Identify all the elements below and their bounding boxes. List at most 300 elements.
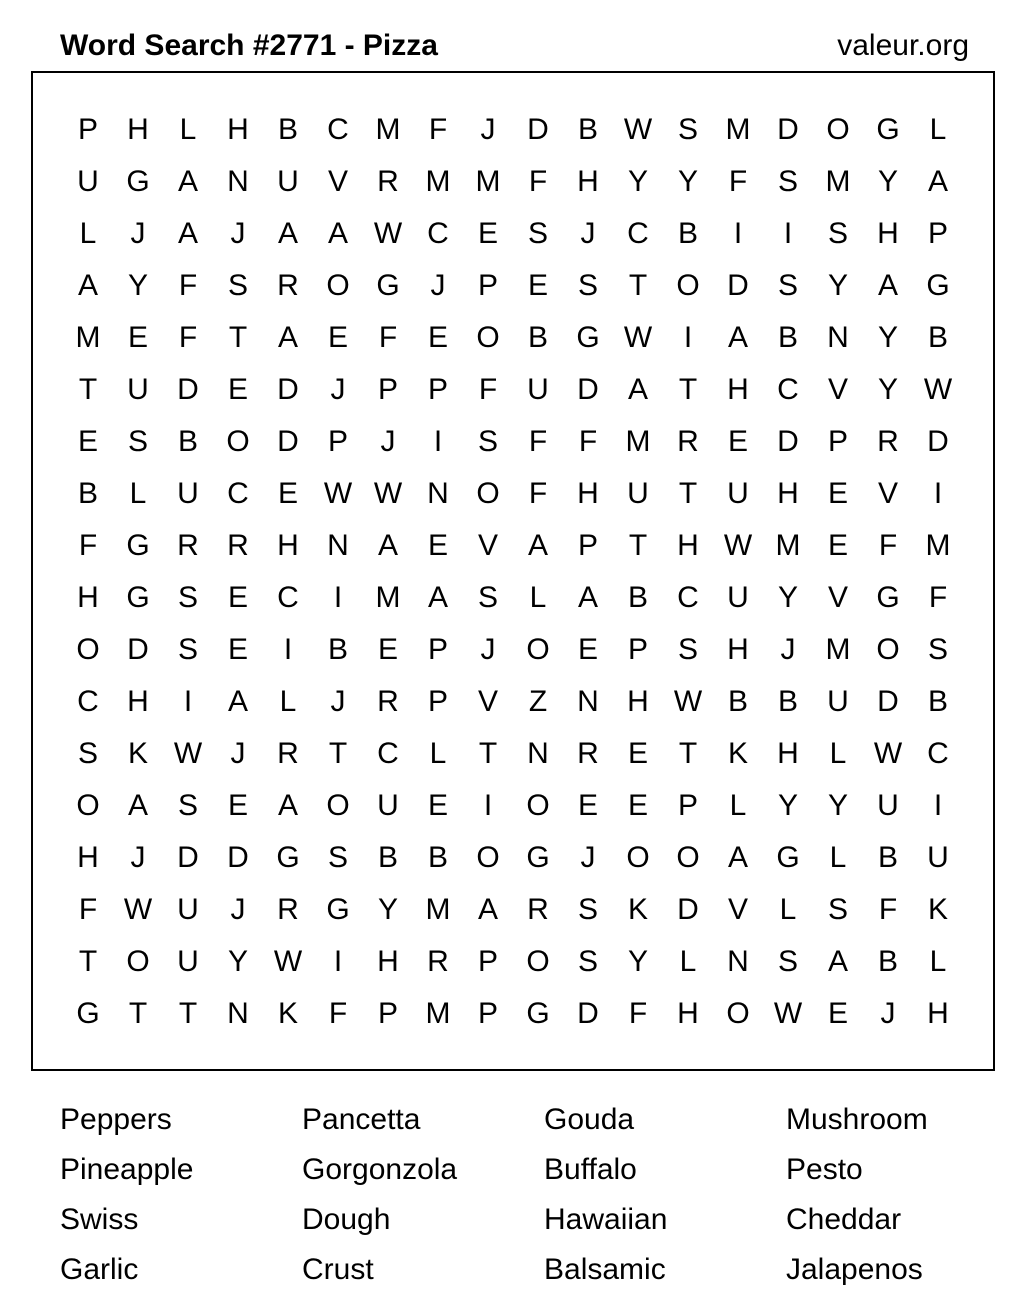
grid-letter[interactable]: P	[77, 113, 98, 146]
grid-letter[interactable]: P	[477, 269, 498, 302]
grid-letter[interactable]: Y	[877, 373, 898, 406]
grid-letter[interactable]: B	[277, 113, 298, 146]
grid-letter[interactable]: R	[677, 425, 699, 458]
grid-letter[interactable]: O	[526, 945, 550, 978]
grid-letter[interactable]: E	[227, 373, 248, 406]
grid-letter[interactable]: E	[327, 321, 348, 354]
grid-letter[interactable]: T	[478, 737, 498, 770]
grid-letter[interactable]: V	[827, 581, 848, 614]
grid-letter[interactable]: O	[126, 945, 150, 978]
grid-letter[interactable]: F	[378, 321, 398, 354]
grid-letter[interactable]: O	[676, 841, 700, 874]
grid-letter[interactable]: H	[127, 685, 149, 718]
grid-letter[interactable]: R	[377, 685, 399, 718]
grid-letter[interactable]: I	[933, 789, 943, 822]
grid-letter[interactable]: S	[577, 269, 598, 302]
grid-letter[interactable]: Y	[677, 165, 698, 198]
grid-letter[interactable]: S	[677, 113, 698, 146]
grid-letter[interactable]: P	[827, 425, 848, 458]
grid-letter[interactable]: M	[825, 633, 851, 666]
grid-letter[interactable]: D	[577, 997, 599, 1030]
grid-letter[interactable]: E	[827, 477, 848, 510]
grid-letter[interactable]: O	[76, 789, 100, 822]
grid-letter[interactable]: M	[425, 165, 451, 198]
grid-letter[interactable]: F	[78, 529, 98, 562]
grid-letter[interactable]: B	[427, 841, 448, 874]
grid-letter[interactable]: U	[277, 165, 299, 198]
grid-letter[interactable]: E	[427, 321, 448, 354]
grid-letter[interactable]: B	[327, 633, 348, 666]
grid-letter[interactable]: O	[526, 633, 550, 666]
grid-letter[interactable]: U	[177, 477, 199, 510]
grid-letter[interactable]: M	[425, 893, 451, 926]
grid-letter[interactable]: G	[76, 997, 100, 1030]
grid-letter[interactable]: G	[376, 269, 400, 302]
grid-letter[interactable]: O	[476, 841, 500, 874]
grid-letter[interactable]: J	[130, 841, 146, 874]
grid-letter[interactable]: V	[327, 165, 348, 198]
grid-letter[interactable]: D	[877, 685, 899, 718]
grid-letter[interactable]: H	[127, 113, 149, 146]
grid-letter[interactable]: I	[333, 581, 343, 614]
grid-letter[interactable]: I	[783, 217, 793, 250]
grid-letter[interactable]: G	[876, 581, 900, 614]
grid-letter[interactable]: M	[625, 425, 651, 458]
grid-letter[interactable]: T	[78, 373, 98, 406]
grid-letter[interactable]: T	[678, 477, 698, 510]
grid-letter[interactable]: B	[927, 321, 948, 354]
grid-letter[interactable]: K	[627, 893, 648, 926]
grid-letter[interactable]: U	[77, 165, 99, 198]
grid-letter[interactable]: B	[527, 321, 548, 354]
grid-letter[interactable]: Z	[528, 685, 548, 718]
grid-letter[interactable]: D	[927, 425, 949, 458]
grid-letter[interactable]: M	[75, 321, 101, 354]
grid-letter[interactable]: W	[923, 373, 953, 406]
grid-letter[interactable]: D	[777, 113, 799, 146]
grid-letter[interactable]: C	[927, 737, 949, 770]
grid-letter[interactable]: S	[127, 425, 148, 458]
grid-letter[interactable]: I	[333, 945, 343, 978]
grid-letter[interactable]: U	[877, 789, 899, 822]
grid-letter[interactable]: F	[478, 373, 498, 406]
grid-letter[interactable]: S	[177, 789, 198, 822]
grid-letter[interactable]: A	[627, 373, 648, 406]
grid-letter[interactable]: E	[77, 425, 98, 458]
grid-letter[interactable]: H	[377, 945, 399, 978]
grid-letter[interactable]: S	[777, 269, 798, 302]
grid-letter[interactable]: J	[480, 113, 496, 146]
grid-letter[interactable]: P	[627, 633, 648, 666]
grid-letter[interactable]: E	[827, 997, 848, 1030]
grid-letter[interactable]: A	[827, 945, 848, 978]
grid-letter[interactable]: A	[427, 581, 448, 614]
grid-letter[interactable]: R	[427, 945, 449, 978]
grid-letter[interactable]: V	[477, 685, 498, 718]
grid-letter[interactable]: R	[277, 269, 299, 302]
grid-letter[interactable]: L	[829, 737, 847, 770]
grid-letter[interactable]: S	[927, 633, 948, 666]
grid-letter[interactable]: M	[475, 165, 501, 198]
grid-letter[interactable]: J	[580, 841, 596, 874]
grid-letter[interactable]: M	[825, 165, 851, 198]
grid-letter[interactable]: G	[526, 841, 550, 874]
grid-letter[interactable]: K	[927, 893, 948, 926]
grid-letter[interactable]: A	[577, 581, 598, 614]
grid-letter[interactable]: G	[276, 841, 300, 874]
grid-letter[interactable]: H	[77, 581, 99, 614]
grid-letter[interactable]: D	[677, 893, 699, 926]
grid-letter[interactable]: C	[777, 373, 799, 406]
grid-letter[interactable]: A	[377, 529, 398, 562]
grid-letter[interactable]: W	[723, 529, 753, 562]
grid-letter[interactable]: F	[178, 321, 198, 354]
grid-letter[interactable]: P	[377, 997, 398, 1030]
grid-letter[interactable]: R	[277, 893, 299, 926]
grid-letter[interactable]: T	[678, 373, 698, 406]
grid-letter[interactable]: D	[777, 425, 799, 458]
grid-letter[interactable]: Y	[777, 789, 798, 822]
grid-letter[interactable]: A	[177, 165, 198, 198]
grid-letter[interactable]: B	[627, 581, 648, 614]
grid-letter[interactable]: C	[427, 217, 449, 250]
grid-letter[interactable]: E	[227, 581, 248, 614]
grid-letter[interactable]: I	[183, 685, 193, 718]
grid-letter[interactable]: M	[425, 997, 451, 1030]
grid-letter[interactable]: U	[177, 893, 199, 926]
grid-letter[interactable]: L	[129, 477, 147, 510]
grid-letter[interactable]: M	[375, 113, 401, 146]
grid-letter[interactable]: M	[725, 113, 751, 146]
grid-letter[interactable]: A	[727, 841, 748, 874]
grid-letter[interactable]: Y	[827, 269, 848, 302]
grid-letter[interactable]: J	[130, 217, 146, 250]
grid-letter[interactable]: E	[627, 789, 648, 822]
grid-letter[interactable]: V	[727, 893, 748, 926]
grid-letter[interactable]: G	[126, 529, 150, 562]
grid-letter[interactable]: F	[328, 997, 348, 1030]
grid-letter[interactable]: E	[227, 633, 248, 666]
grid-letter[interactable]: R	[377, 165, 399, 198]
grid-letter[interactable]: H	[877, 217, 899, 250]
grid-letter[interactable]: F	[878, 529, 898, 562]
grid-letter[interactable]: F	[178, 269, 198, 302]
grid-letter[interactable]: M	[775, 529, 801, 562]
grid-letter[interactable]: T	[678, 737, 698, 770]
grid-letter[interactable]: N	[227, 997, 249, 1030]
grid-letter[interactable]: H	[927, 997, 949, 1030]
grid-letter[interactable]: D	[177, 841, 199, 874]
grid-letter[interactable]: R	[577, 737, 599, 770]
grid-letter[interactable]: D	[177, 373, 199, 406]
grid-letter[interactable]: O	[476, 477, 500, 510]
grid-letter[interactable]: Y	[777, 581, 798, 614]
grid-letter[interactable]: G	[576, 321, 600, 354]
grid-letter[interactable]: E	[277, 477, 298, 510]
grid-letter[interactable]: J	[580, 217, 596, 250]
grid-letter[interactable]: H	[77, 841, 99, 874]
grid-letter[interactable]: H	[727, 633, 749, 666]
grid-letter[interactable]: O	[826, 113, 850, 146]
grid-letter[interactable]: L	[729, 789, 747, 822]
grid-letter[interactable]: H	[277, 529, 299, 562]
grid-letter[interactable]: F	[428, 113, 448, 146]
grid-letter[interactable]: J	[880, 997, 896, 1030]
grid-letter[interactable]: A	[877, 269, 898, 302]
grid-letter[interactable]: J	[330, 685, 346, 718]
grid-letter[interactable]: E	[227, 789, 248, 822]
grid-letter[interactable]: H	[777, 477, 799, 510]
grid-letter[interactable]: P	[427, 685, 448, 718]
grid-letter[interactable]: A	[127, 789, 148, 822]
grid-letter[interactable]: B	[727, 685, 748, 718]
grid-letter[interactable]: A	[327, 217, 348, 250]
grid-letter[interactable]: E	[127, 321, 148, 354]
grid-letter[interactable]: N	[527, 737, 549, 770]
grid-letter[interactable]: A	[227, 685, 248, 718]
grid-letter[interactable]: F	[528, 165, 548, 198]
grid-letter[interactable]: N	[227, 165, 249, 198]
grid-letter[interactable]: Y	[377, 893, 398, 926]
grid-letter[interactable]: E	[427, 789, 448, 822]
grid-letter[interactable]: A	[527, 529, 548, 562]
grid-letter[interactable]: N	[727, 945, 749, 978]
grid-letter[interactable]: T	[628, 269, 648, 302]
grid-letter[interactable]: W	[623, 113, 653, 146]
grid-letter[interactable]: A	[927, 165, 948, 198]
grid-letter[interactable]: W	[773, 997, 803, 1030]
grid-letter[interactable]: U	[927, 841, 949, 874]
grid-letter[interactable]: T	[628, 529, 648, 562]
grid-letter[interactable]: B	[77, 477, 98, 510]
grid-letter[interactable]: B	[927, 685, 948, 718]
grid-letter[interactable]: M	[375, 581, 401, 614]
grid-letter[interactable]: V	[877, 477, 898, 510]
grid-letter[interactable]: P	[677, 789, 698, 822]
grid-letter[interactable]: J	[780, 633, 796, 666]
grid-letter[interactable]: L	[929, 113, 947, 146]
grid-letter[interactable]: E	[477, 217, 498, 250]
grid-letter[interactable]: R	[177, 529, 199, 562]
grid-letter[interactable]: Y	[877, 321, 898, 354]
grid-letter[interactable]: V	[827, 373, 848, 406]
grid-letter[interactable]: B	[377, 841, 398, 874]
grid-letter[interactable]: B	[777, 685, 798, 718]
grid-letter[interactable]: L	[279, 685, 297, 718]
grid-letter[interactable]: C	[327, 113, 349, 146]
grid-letter[interactable]: P	[577, 529, 598, 562]
grid-letter[interactable]: I	[683, 321, 693, 354]
grid-letter[interactable]: J	[230, 217, 246, 250]
grid-letter[interactable]: N	[327, 529, 349, 562]
grid-letter[interactable]: H	[227, 113, 249, 146]
grid-letter[interactable]: S	[777, 165, 798, 198]
grid-letter[interactable]: A	[277, 321, 298, 354]
grid-letter[interactable]: A	[477, 893, 498, 926]
grid-letter[interactable]: A	[177, 217, 198, 250]
grid-letter[interactable]: G	[776, 841, 800, 874]
grid-letter[interactable]: G	[126, 581, 150, 614]
grid-letter[interactable]: N	[577, 685, 599, 718]
grid-letter[interactable]: W	[673, 685, 703, 718]
grid-letter[interactable]: U	[177, 945, 199, 978]
grid-letter[interactable]: S	[77, 737, 98, 770]
grid-letter[interactable]: P	[427, 373, 448, 406]
grid-letter[interactable]: I	[733, 217, 743, 250]
grid-letter[interactable]: B	[777, 321, 798, 354]
grid-letter[interactable]: U	[527, 373, 549, 406]
grid-letter[interactable]: E	[527, 269, 548, 302]
grid-letter[interactable]: F	[78, 893, 98, 926]
grid-letter[interactable]: T	[128, 997, 148, 1030]
grid-letter[interactable]: D	[277, 373, 299, 406]
grid-letter[interactable]: P	[377, 373, 398, 406]
grid-letter[interactable]: S	[827, 217, 848, 250]
grid-letter[interactable]: A	[727, 321, 748, 354]
grid-letter[interactable]: S	[577, 893, 598, 926]
grid-letter[interactable]: A	[77, 269, 98, 302]
grid-letter[interactable]: O	[876, 633, 900, 666]
grid-letter[interactable]: U	[727, 581, 749, 614]
grid-letter[interactable]: K	[727, 737, 748, 770]
grid-letter[interactable]: D	[277, 425, 299, 458]
grid-letter[interactable]: E	[727, 425, 748, 458]
grid-letter[interactable]: O	[676, 269, 700, 302]
grid-letter[interactable]: E	[377, 633, 398, 666]
grid-letter[interactable]: F	[528, 477, 548, 510]
grid-letter[interactable]: F	[728, 165, 748, 198]
grid-letter[interactable]: H	[577, 477, 599, 510]
grid-letter[interactable]: D	[727, 269, 749, 302]
grid-letter[interactable]: L	[929, 945, 947, 978]
grid-letter[interactable]: W	[373, 217, 403, 250]
grid-letter[interactable]: I	[933, 477, 943, 510]
grid-letter[interactable]: O	[526, 789, 550, 822]
grid-letter[interactable]: A	[277, 217, 298, 250]
grid-letter[interactable]: B	[877, 945, 898, 978]
grid-letter[interactable]: O	[76, 633, 100, 666]
grid-letter[interactable]: W	[373, 477, 403, 510]
grid-letter[interactable]: N	[427, 477, 449, 510]
grid-letter[interactable]: U	[727, 477, 749, 510]
grid-letter[interactable]: W	[273, 945, 303, 978]
grid-letter[interactable]: B	[177, 425, 198, 458]
grid-letter[interactable]: O	[476, 321, 500, 354]
grid-letter[interactable]: Y	[827, 789, 848, 822]
grid-letter[interactable]: Y	[227, 945, 248, 978]
grid-letter[interactable]: L	[179, 113, 197, 146]
grid-letter[interactable]: T	[78, 945, 98, 978]
grid-letter[interactable]: V	[477, 529, 498, 562]
grid-letter[interactable]: W	[323, 477, 353, 510]
grid-letter[interactable]: S	[227, 269, 248, 302]
grid-letter[interactable]: S	[777, 945, 798, 978]
grid-letter[interactable]: W	[173, 737, 203, 770]
grid-letter[interactable]: A	[277, 789, 298, 822]
grid-letter[interactable]: Y	[627, 165, 648, 198]
grid-letter[interactable]: F	[928, 581, 948, 614]
grid-letter[interactable]: P	[477, 997, 498, 1030]
grid-letter[interactable]: L	[679, 945, 697, 978]
grid-letter[interactable]: Y	[877, 165, 898, 198]
grid-letter[interactable]: P	[927, 217, 948, 250]
grid-letter[interactable]: B	[577, 113, 598, 146]
grid-letter[interactable]: S	[677, 633, 698, 666]
grid-letter[interactable]: C	[277, 581, 299, 614]
grid-letter[interactable]: S	[177, 633, 198, 666]
grid-letter[interactable]: W	[123, 893, 153, 926]
grid-letter[interactable]: D	[227, 841, 249, 874]
grid-letter[interactable]: B	[677, 217, 698, 250]
grid-letter[interactable]: U	[377, 789, 399, 822]
grid-letter[interactable]: H	[727, 373, 749, 406]
grid-letter[interactable]: O	[626, 841, 650, 874]
grid-letter[interactable]: S	[527, 217, 548, 250]
grid-letter[interactable]: J	[480, 633, 496, 666]
grid-letter[interactable]: L	[829, 841, 847, 874]
grid-letter[interactable]: S	[327, 841, 348, 874]
grid-letter[interactable]: S	[477, 581, 498, 614]
grid-letter[interactable]: D	[527, 113, 549, 146]
grid-letter[interactable]: R	[877, 425, 899, 458]
grid-letter[interactable]: H	[577, 165, 599, 198]
grid-letter[interactable]: O	[326, 269, 350, 302]
grid-letter[interactable]: T	[178, 997, 198, 1030]
grid-letter[interactable]: J	[430, 269, 446, 302]
grid-letter[interactable]: P	[427, 633, 448, 666]
grid-letter[interactable]: C	[377, 737, 399, 770]
grid-letter[interactable]: C	[627, 217, 649, 250]
grid-letter[interactable]: G	[126, 165, 150, 198]
grid-letter[interactable]: U	[827, 685, 849, 718]
grid-letter[interactable]: J	[230, 893, 246, 926]
grid-letter[interactable]: G	[876, 113, 900, 146]
grid-letter[interactable]: Y	[627, 945, 648, 978]
grid-letter[interactable]: I	[433, 425, 443, 458]
grid-letter[interactable]: H	[677, 529, 699, 562]
grid-letter[interactable]: F	[628, 997, 648, 1030]
grid-letter[interactable]: H	[777, 737, 799, 770]
grid-letter[interactable]: G	[526, 997, 550, 1030]
grid-letter[interactable]: E	[827, 529, 848, 562]
grid-letter[interactable]: B	[877, 841, 898, 874]
grid-letter[interactable]: O	[726, 997, 750, 1030]
grid-letter[interactable]: N	[827, 321, 849, 354]
grid-letter[interactable]: F	[528, 425, 548, 458]
grid-letter[interactable]: J	[230, 737, 246, 770]
grid-letter[interactable]: E	[577, 633, 598, 666]
grid-letter[interactable]: F	[578, 425, 598, 458]
grid-letter[interactable]: G	[926, 269, 950, 302]
grid-letter[interactable]: S	[577, 945, 598, 978]
grid-letter[interactable]: C	[77, 685, 99, 718]
grid-letter[interactable]: F	[878, 893, 898, 926]
grid-letter[interactable]: W	[873, 737, 903, 770]
grid-letter[interactable]: D	[127, 633, 149, 666]
grid-letter[interactable]: P	[477, 945, 498, 978]
grid-letter[interactable]: I	[283, 633, 293, 666]
grid-letter[interactable]: L	[79, 217, 97, 250]
grid-letter[interactable]: C	[677, 581, 699, 614]
grid-letter[interactable]: L	[529, 581, 547, 614]
grid-letter[interactable]: D	[577, 373, 599, 406]
grid-letter[interactable]: I	[483, 789, 493, 822]
grid-letter[interactable]: O	[326, 789, 350, 822]
grid-letter[interactable]: E	[427, 529, 448, 562]
grid-letter[interactable]: G	[326, 893, 350, 926]
grid-letter[interactable]: Y	[127, 269, 148, 302]
grid-letter[interactable]: O	[226, 425, 250, 458]
